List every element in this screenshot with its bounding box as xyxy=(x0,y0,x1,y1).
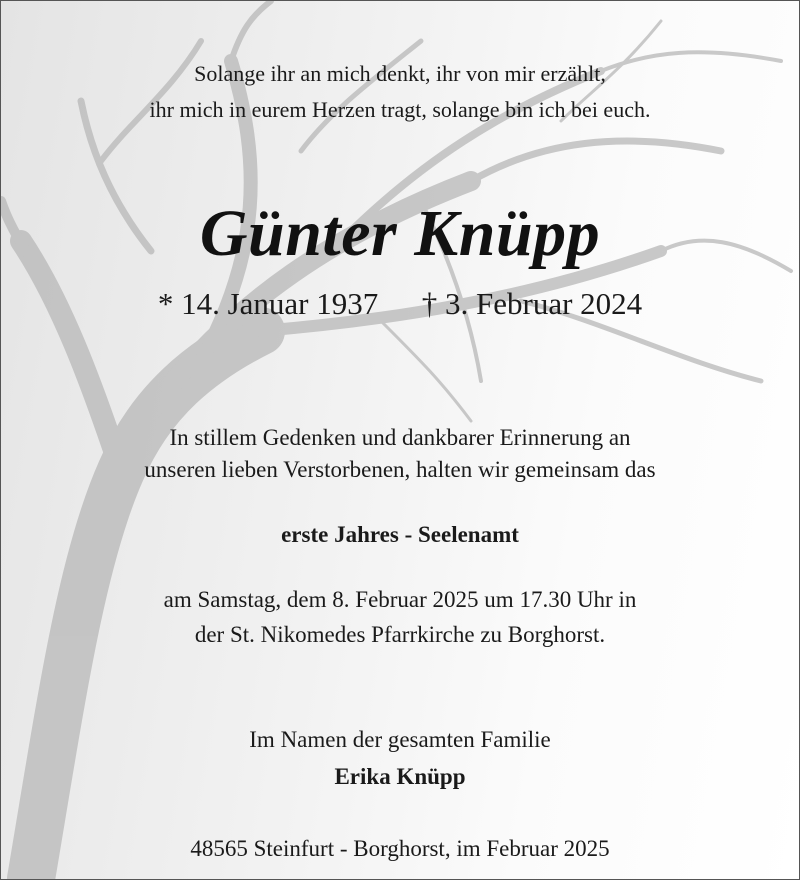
life-dates xyxy=(1,286,799,322)
birth-date: * 14. Januar 1937 xyxy=(157,286,379,321)
deceased-name: Günter Knüpp xyxy=(199,197,601,270)
invitation-line-4: der St. Nikomedes Pfarrkirche zu Borghorst. xyxy=(194,622,606,647)
quote-line-1: Solange ihr an mich denkt, ihr von mir erzählt, xyxy=(194,61,606,86)
death-date: † 3. Februar 2024 xyxy=(421,286,643,321)
footer-place-date: 48565 Steinfurt - Borghorst, im Februar 2025 xyxy=(190,836,610,861)
invitation-line-3: am Samstag, dem 8. Februar 2025 um 17.30 Uhr in xyxy=(163,587,637,612)
signature-name: Erika Knüpp xyxy=(334,764,466,789)
quote-line-2: ihr mich in eurem Herzen tragt, solange bin ich bei euch. xyxy=(149,97,651,122)
invitation-line-2: unseren lieben Verstorbenen, halten wir gemeinsam das xyxy=(144,457,656,482)
invitation-line-1: In stillem Gedenken und dankbarer Erinnerung an xyxy=(169,425,631,450)
signature-intro: Im Namen der gesamten Familie xyxy=(249,727,551,752)
mass-title: erste Jahres - Seelenamt xyxy=(281,522,519,547)
